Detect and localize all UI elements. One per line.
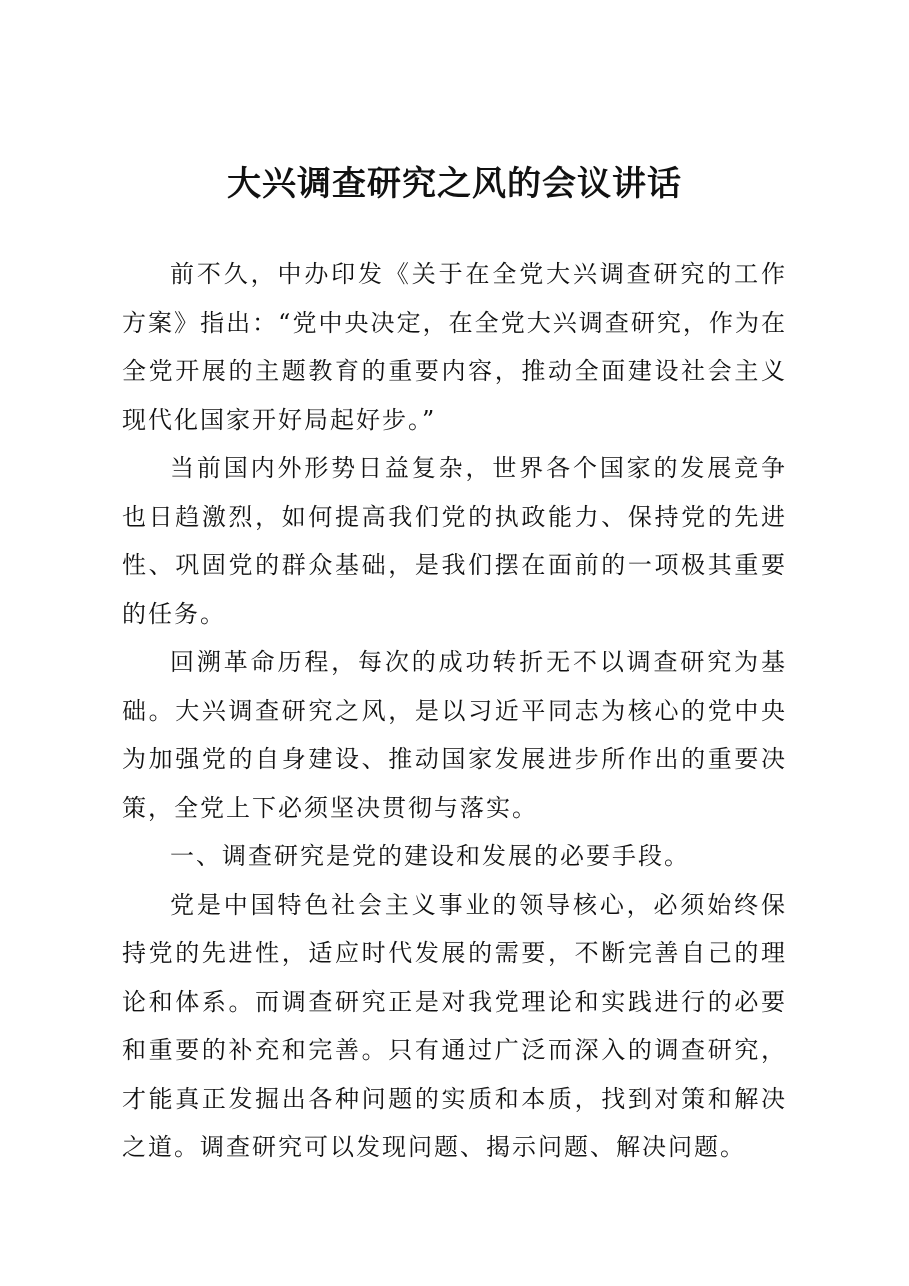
document-body [122,250,787,1172]
paragraph-party-core: 党是中国特色社会主义事业的领导核心，必须始终保持党的先进性，适应时代发展的需要，不断完善自己的理论和体系。而调查研究正是对我党理论和实践进行的必要和重要的补充和完善。只有通过广泛而深入的调查研究，才能真正发掘出各种问题的实质和本质，找到对策和解决之道。调查研究可以发现问题、揭示问题、解决问题。 [122,890,787,1161]
document-title: 大兴调查研究之风的会议讲话 [227,164,682,204]
section-heading-1: 一、调查研究是党的建设和发展的必要手段。 [170,842,690,870]
paragraph-history: 回溯革命历程，每次的成功转折无不以调查研究为基础。大兴调查研究之风，是以习近平同志为核心的党中央为加强党的自身建设、推动国家发展进步所作出的重要决策，全党上下必须坚决贯彻与落实。 [122,648,787,822]
paragraph-situation: 当前国内外形势日益复杂，世界各个国家的发展竞争也日趋激烈，如何提高我们党的执政能力、保持党的先进性、巩固党的群众基础，是我们摆在面前的一项极其重要的任务。 [122,454,787,628]
paragraph-intro: 前不久，中办印发《关于在全党大兴调查研究的工作方案》指出：“党中央决定，在全党大兴调查研究，作为在全党开展的主题教育的重要内容，推动全面建设社会主义现代化国家开好局起好步。” [122,260,787,434]
